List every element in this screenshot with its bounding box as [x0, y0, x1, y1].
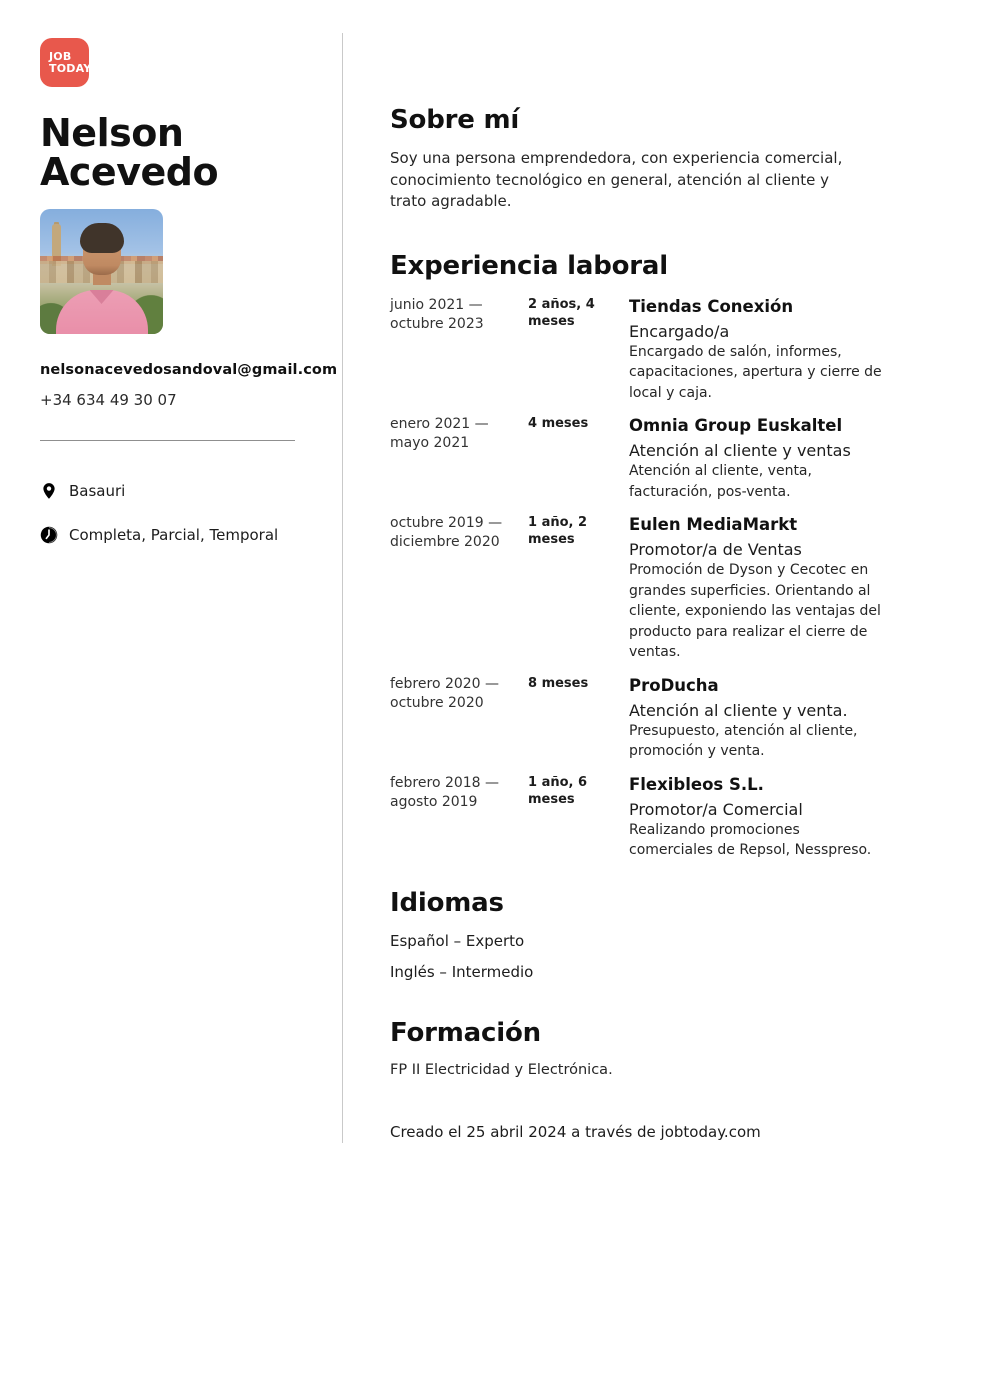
- education-title: Formación: [390, 1017, 541, 1048]
- candidate-first-name: Nelson: [40, 111, 184, 155]
- location-row: [40, 482, 336, 500]
- entry-company: Omnia Group Euskaltel: [629, 416, 843, 435]
- sidebar: [40, 38, 336, 544]
- candidate-name: [40, 111, 336, 194]
- entry-duration: 8 meses: [528, 675, 589, 691]
- entry-dates: febrero 2020 — octubre 2020: [390, 675, 500, 711]
- experience-entry: [390, 296, 882, 404]
- jobtoday-logo: [40, 38, 92, 87]
- language-item: Español – Experto: [390, 931, 525, 950]
- about-text: Soy una persona emprendedora, con experiencia comercial, conocimiento tecnológico en general, atención al cliente y trato agradable.: [390, 149, 843, 210]
- entry-duration: 2 años, 4 meses: [528, 296, 595, 329]
- entry-role: Atención al cliente y ventas: [629, 441, 851, 460]
- entry-company: Flexibleos S.L.: [629, 774, 764, 794]
- entry-company: Eulen MediaMarkt: [629, 515, 798, 534]
- entry-details: [629, 415, 886, 502]
- availability-label: Completa, Parcial, Temporal: [69, 526, 279, 544]
- experience-entry: [390, 415, 874, 502]
- education-text: FP II Electricidad y Electrónica.: [390, 1061, 613, 1078]
- entry-dates: enero 2021 — mayo 2021: [390, 416, 489, 451]
- availability-row: [40, 526, 336, 544]
- entry-dates: febrero 2018 — agosto 2019: [390, 774, 500, 810]
- experience-title: Experiencia laboral: [390, 250, 668, 281]
- photo-hair: [80, 223, 124, 253]
- phone-text: +34 634 49 30 07: [40, 391, 177, 409]
- experience-entry: [390, 774, 874, 861]
- entry-details: [629, 296, 886, 404]
- experience-entries: [390, 296, 882, 861]
- languages-title: Idiomas: [390, 887, 504, 918]
- created-footer: Creado el 25 abril 2024 a través de jobtoday.com: [390, 1122, 761, 1141]
- entry-duration: 1 año, 6 meses: [528, 774, 588, 807]
- jobtoday-logo-line2: TODAY: [49, 61, 92, 75]
- profile-photo: [40, 209, 163, 334]
- column-divider: [342, 33, 343, 1143]
- entry-company: ProDucha: [629, 675, 719, 695]
- entry-dates: junio 2021 — octubre 2023: [390, 296, 484, 332]
- entry-role: Atención al cliente y venta.: [629, 700, 848, 720]
- clock-icon: [40, 526, 58, 544]
- about-title: Sobre mí: [390, 105, 520, 135]
- entry-details: [629, 514, 886, 663]
- entry-description: Promoción de Dyson y Cecotec en grandes superficies. Orientando al cliente, exponiendo las ventajas del producto para realizar el cierre de ventas.: [629, 562, 881, 660]
- main-content: [390, 104, 882, 1141]
- entry-duration: 1 año, 2 meses: [528, 515, 588, 547]
- entry-company: Tiendas Conexión: [629, 296, 794, 316]
- entry-details: [629, 675, 886, 762]
- sidebar-divider: [40, 440, 295, 441]
- experience-entry: [390, 514, 881, 663]
- entry-dates: octubre 2019 — diciembre 2020: [390, 515, 503, 550]
- entry-role: Encargado/a: [629, 321, 730, 341]
- jobtoday-logo-line1: JOB: [49, 50, 72, 63]
- entry-description: Realizando promociones comerciales de Repsol, Nesspreso.: [629, 821, 872, 858]
- entry-description: Encargado de salón, informes, capacitaciones, apertura y cierre de local y caja.: [629, 343, 882, 401]
- entry-role: Promotor/a Comercial: [629, 799, 803, 819]
- entry-duration: 4 meses: [528, 416, 589, 431]
- entry-role: Promotor/a de Ventas: [629, 540, 802, 559]
- candidate-last-name: Acevedo: [40, 150, 219, 194]
- location-pin-icon: [40, 482, 58, 500]
- entry-description: Presupuesto, atención al cliente, promoción y venta.: [629, 722, 858, 759]
- language-item: Inglés – Intermedio: [390, 962, 534, 981]
- entry-details: [629, 774, 886, 861]
- location-label: Basauri: [69, 482, 126, 500]
- experience-entry: [390, 675, 874, 762]
- email-text: nelsonacevedosandoval@gmail.com: [40, 362, 338, 378]
- entry-description: Atención al cliente, venta, facturación, pos-venta.: [629, 463, 812, 500]
